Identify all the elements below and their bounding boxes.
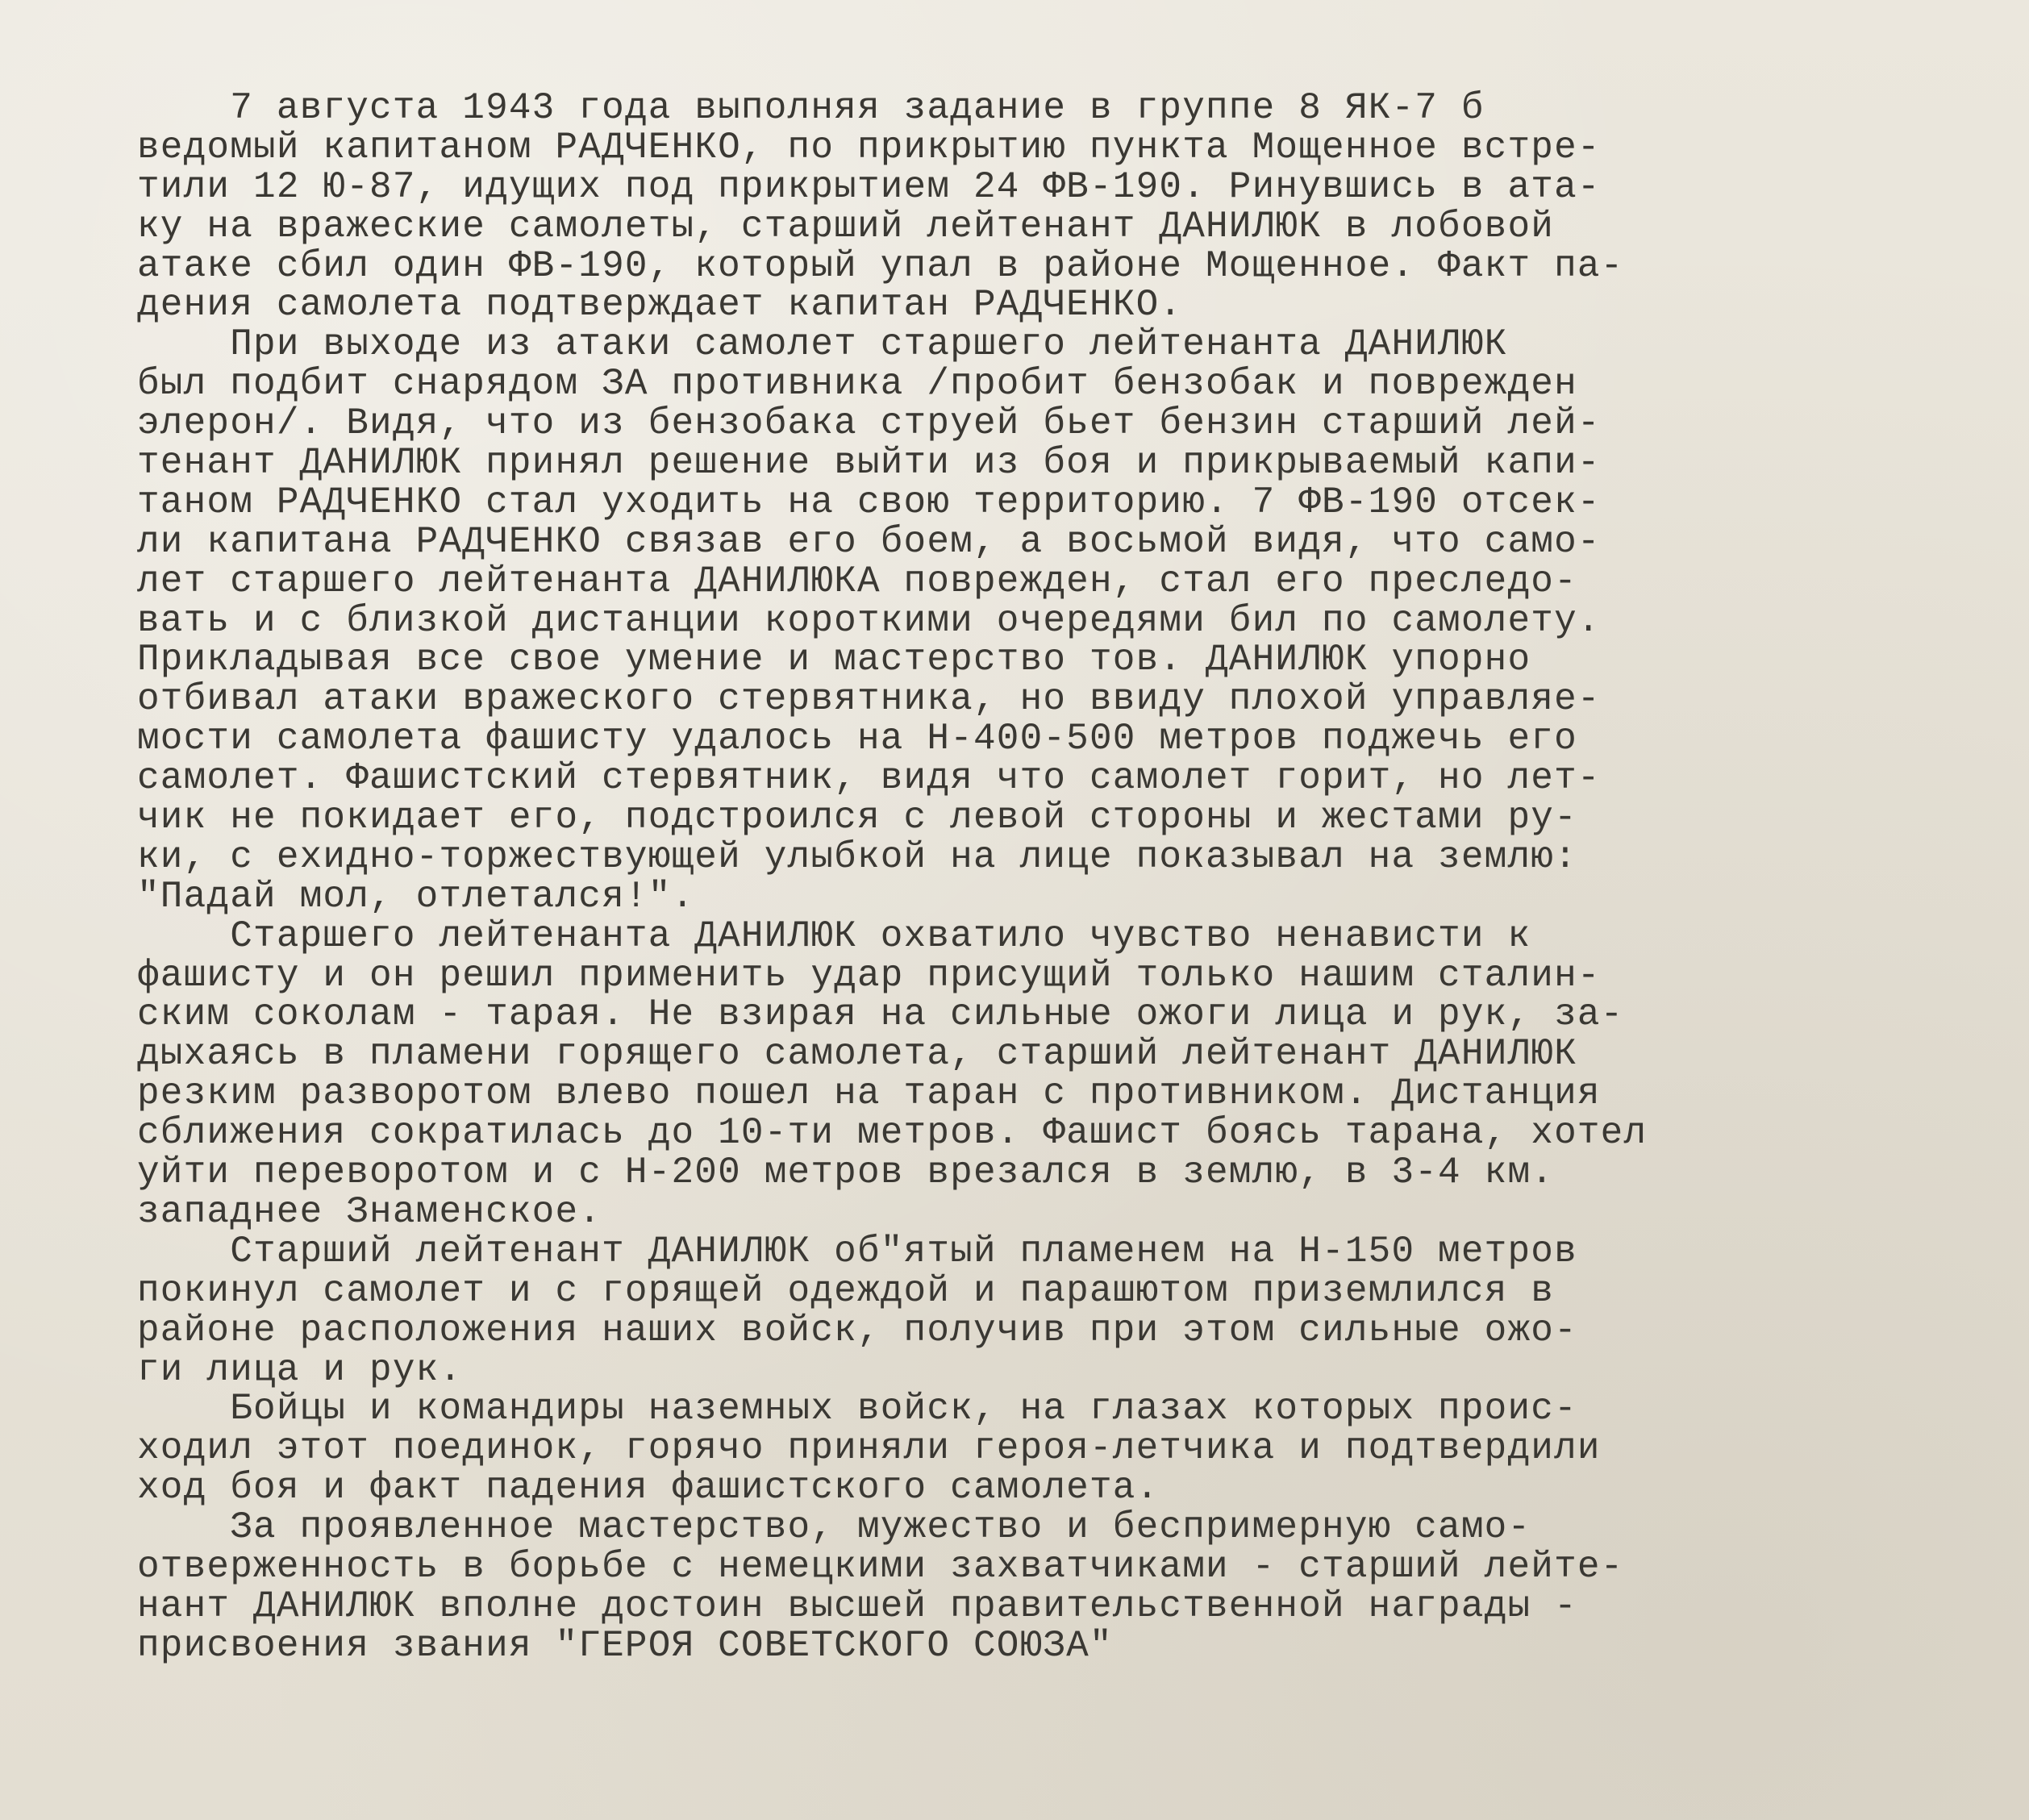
text-line: чик не покидает его, подстроился с левой стороны и жестами ру- xyxy=(137,797,1577,839)
text-line: Прикладывая все свое умение и мастерство тов. ДАНИЛЮК упорно xyxy=(137,639,1531,681)
text-line: вать и с близкой дистанции короткими очередями бил по самолету. xyxy=(137,599,1601,642)
text-line: Старший лейтенант ДАНИЛЮК об"ятый пламенем на Н-150 метров xyxy=(137,1230,1577,1272)
text-line: атаке сбил один ФВ-190, который упал в районе Мощенное. Факт па- xyxy=(137,244,1624,287)
text-line: нант ДАНИЛЮК вполне достоин высшей правительственной награды - xyxy=(137,1585,1577,1627)
text-line: ку на вражеские самолеты, старший лейтенант ДАНИЛЮК в лобовой xyxy=(137,205,1555,248)
text-line: ходил этот поединок, горячо приняли героя-летчика и подтвердили xyxy=(137,1427,1601,1470)
text-line: уйти переворотом и с Н-200 метров врезался в землю, в 3-4 км. xyxy=(137,1152,1555,1194)
text-line: "Падай мол, отлетался!". xyxy=(137,875,695,918)
text-line: ки, с ехидно-торжествующей улыбкой на лице показывал на землю: xyxy=(137,835,1577,878)
text-line: ход боя и факт падения фашистского самолета. xyxy=(137,1467,1160,1510)
text-line: отбивал атаки вражеского стервятника, но ввиду плохой управляе- xyxy=(137,678,1601,721)
text-line: ли капитана РАДЧЕНКО связав его боем, а восьмой видя, что само- xyxy=(137,520,1601,563)
text-line: фашисту и он решил применить удар присущий только нашим сталин- xyxy=(137,954,1601,997)
text-line: западнее Знаменское. xyxy=(137,1190,602,1233)
text-line: отверженность в борьбе с немецкими захватчиками - старший лейте- xyxy=(137,1545,1624,1588)
text-line: ведомый капитаном РАДЧЕНКО, по прикрытию пункта Мощенное встре- xyxy=(137,126,1601,169)
text-line: тили 12 Ю-87, идущих под прикрытием 24 ФВ-190. Ринувшись в ата- xyxy=(137,165,1601,208)
text-line: дыхаясь в пламени горящего самолета, старший лейтенант ДАНИЛЮК xyxy=(137,1033,1577,1076)
text-line: дения самолета подтверждает капитан РАДЧЕНКО. xyxy=(137,284,1183,327)
text-line: районе расположения наших войск, получив при этом сильные ожо- xyxy=(137,1309,1577,1351)
text-line: мости самолета фашисту удалось на Н-400-500 метров поджечь его xyxy=(137,718,1577,760)
text-line: самолет. Фашистский стервятник, видя что самолет горит, но лет- xyxy=(137,757,1601,800)
text-line: При выходе из атаки самолет старшего лейтенанта ДАНИЛЮК xyxy=(137,323,1508,366)
text-line: тенант ДАНИЛЮК принял решение выйти из боя и прикрываемый капи- xyxy=(137,442,1601,485)
text-line: элерон/. Видя, что из бензобака струей бьет бензин старший лей- xyxy=(137,402,1601,445)
text-line: лет старшего лейтенанта ДАНИЛЮКА поврежден, стал его преследо- xyxy=(137,560,1577,602)
text-line: За проявленное мастерство, мужество и беспримерную само- xyxy=(137,1506,1531,1549)
text-line: 7 августа 1943 года выполняя задание в группе 8 ЯК-7 б xyxy=(137,87,1485,129)
text-line: Бойцы и командиры наземных войск, на глазах которых проис- xyxy=(137,1388,1577,1431)
text-line: таном РАДЧЕНКО стал уходить на свою территорию. 7 ФВ-190 отсек- xyxy=(137,481,1601,523)
typewritten-text-body xyxy=(137,89,1895,1666)
text-line: присвоения звания "ГЕРОЯ СОВЕТСКОГО СОЮЗА" xyxy=(137,1624,1113,1667)
text-line: был подбит снарядом ЗА противника /пробит бензобак и поврежден xyxy=(137,363,1577,406)
text-line: ским соколам - тарая. Не взирая на сильные ожоги лица и рук, за- xyxy=(137,993,1624,1036)
text-line: Старшего лейтенанта ДАНИЛЮК охватило чувство ненависти к xyxy=(137,914,1531,957)
text-line: ги лица и рук. xyxy=(137,1348,463,1391)
text-line: покинул самолет и с горящей одеждой и парашютом приземлился в xyxy=(137,1269,1555,1312)
text-line: резким разворотом влево пошел на таран с противником. Дистанция xyxy=(137,1072,1601,1115)
text-line: сближения сократилась до 10-ти метров. Фашист боясь тарана, хотел xyxy=(137,1112,1648,1155)
